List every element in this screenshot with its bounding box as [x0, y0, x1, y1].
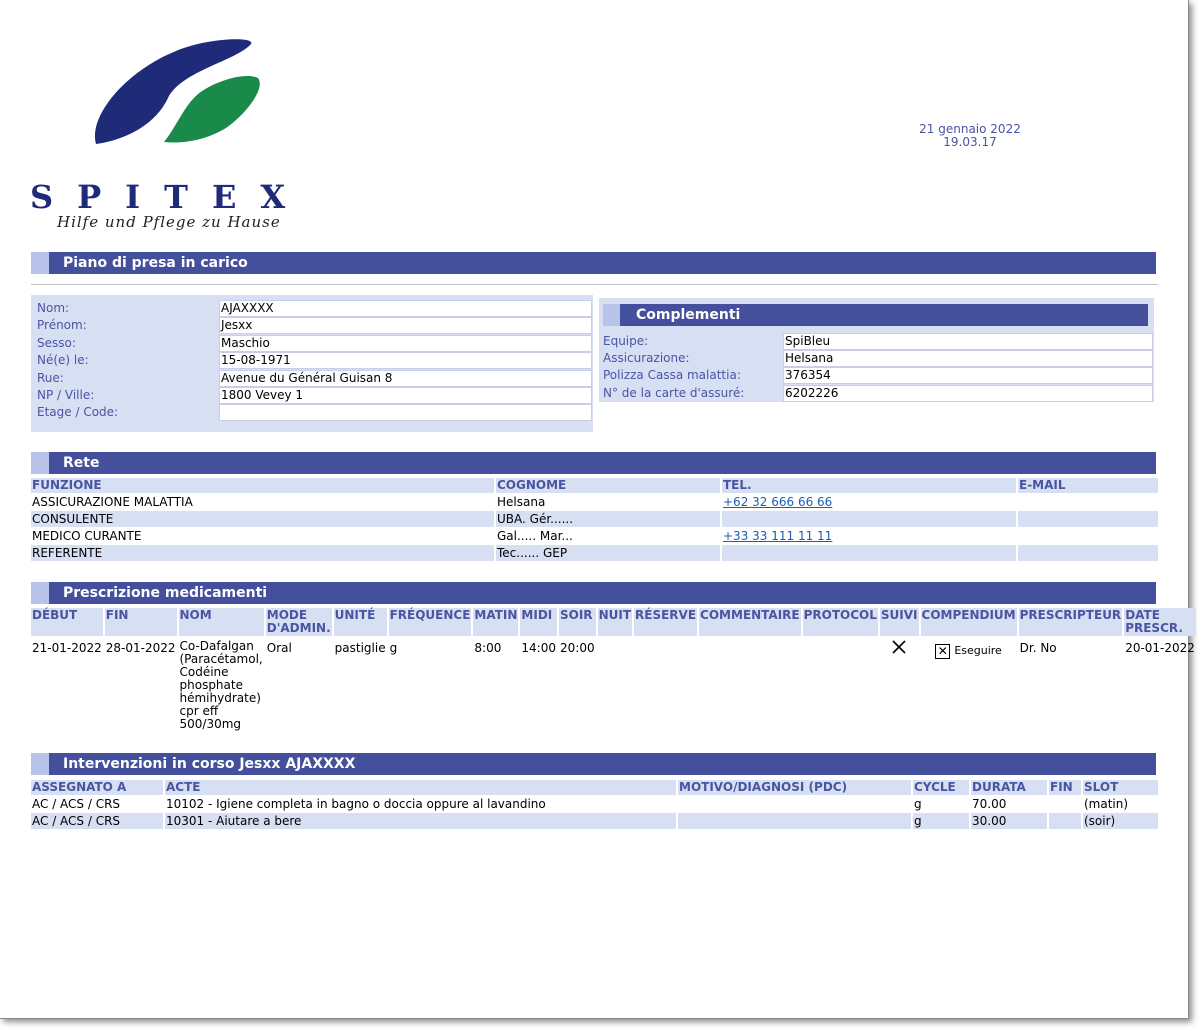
column-header: ASSEGNATO A: [31, 780, 163, 795]
assegnato-cell: AC / ACS / CRS: [32, 797, 121, 811]
column-header: FIN: [1049, 780, 1081, 795]
frequence-cell: g: [389, 641, 398, 655]
column-header: SUIVI: [880, 608, 919, 636]
nom-line: hémihydrate): [179, 691, 261, 705]
table-row: [31, 796, 1158, 812]
compendium-cell: [921, 637, 1017, 731]
column-header: NUIT: [598, 608, 632, 636]
assegnato-cell: AC / ACS / CRS: [31, 813, 163, 829]
cycle-cell: g: [914, 797, 922, 811]
table-row: [31, 494, 1158, 510]
identity-row: [31, 387, 593, 404]
complement-value: 376354: [783, 367, 1153, 384]
bar-accent: [603, 304, 620, 326]
protocol-cell: [803, 637, 878, 731]
complement-label: Assicurazione:: [603, 351, 690, 365]
identity-label: Rue:: [37, 371, 64, 385]
identity-label: Etage / Code:: [37, 405, 119, 419]
column-header: FIN: [105, 608, 177, 636]
tel-cell: [722, 528, 1016, 544]
identity-label: Né(e) le:: [37, 353, 89, 367]
column-header: RÉSERVE: [634, 608, 697, 636]
column-header: PROTOCOL: [803, 608, 878, 636]
mode-cell: Oral: [266, 641, 292, 655]
commentaire-cell: [699, 637, 801, 731]
complement-value: SpiBleu: [783, 333, 1153, 350]
motivo-cell: [678, 796, 911, 812]
bar-accent: [31, 452, 49, 474]
column-header: SLOT: [1083, 780, 1158, 795]
table-row: [31, 545, 1158, 561]
column-header: FRÉQUENCE: [389, 608, 472, 636]
spitex-logo: [86, 36, 266, 156]
identity-label: Nom:: [37, 301, 70, 315]
rete-title: Rete: [63, 455, 100, 471]
reserve-cell: [634, 637, 697, 731]
cycle-cell: g: [913, 813, 969, 829]
identity-row: [31, 404, 593, 421]
identity-value: AJAXXXX: [219, 300, 592, 317]
identity-value: 1800 Vevey 1: [219, 387, 592, 404]
column-header: FUNZIONE: [31, 478, 494, 493]
column-header: COMPENDIUM: [921, 608, 1017, 636]
acte-cell: 10301 - Aiutare a bere: [165, 813, 676, 829]
interventi-title-bar: [31, 753, 1156, 775]
complement-row: [599, 333, 1154, 350]
identity-value: 15-08-1971: [219, 352, 592, 369]
logo-wordmark: SPITEX: [30, 178, 310, 216]
x-mark-icon: [892, 640, 906, 654]
cognome-cell: UBA. Gér......: [496, 511, 720, 527]
column-header: NOM: [179, 608, 264, 636]
midi-cell: 14:00: [521, 641, 556, 655]
nom-line: 500/30mg: [179, 717, 242, 731]
date-prescr-cell: 20-01-2022: [1125, 641, 1195, 655]
table-row: [31, 637, 1196, 731]
close-box-icon: ✕: [935, 644, 950, 659]
column-header: ACTE: [165, 780, 676, 795]
nom-line: Codéine: [179, 665, 229, 679]
column-header: COGNOME: [496, 478, 720, 493]
tel-cell: [722, 494, 1016, 510]
column-header: SOIR: [559, 608, 596, 636]
column-header: MATIN: [473, 608, 518, 636]
complement-value: Helsana: [783, 350, 1153, 367]
bar-accent: [31, 252, 49, 274]
date-day: 21 gennaio 2022: [919, 122, 1021, 136]
divider: [31, 284, 1158, 285]
funzione-cell: CONSULENTE: [31, 511, 494, 527]
complement-row: [599, 385, 1154, 402]
interventi-table: [29, 779, 1160, 830]
table-header-row: [31, 780, 1158, 795]
column-header: DATE PRESCR.: [1124, 608, 1196, 636]
identity-row: [31, 300, 593, 317]
suivi-cell: [880, 637, 919, 731]
column-header: MIDI: [520, 608, 557, 636]
tel-cell: [722, 545, 1016, 561]
table-row: [31, 813, 1158, 829]
identity-label: Sesso:: [37, 336, 76, 350]
prescrizione-table: [29, 607, 1198, 732]
complements-title: Complementi: [636, 307, 741, 323]
prescrizione-title-bar: [31, 582, 1156, 604]
bar-accent: [31, 582, 49, 604]
slot-cell: (soir): [1083, 813, 1158, 829]
phone-link[interactable]: +33 33 111 11 11: [723, 529, 833, 543]
column-header: TEL.: [722, 478, 1016, 493]
prescripteur-cell: Dr. No: [1019, 641, 1057, 655]
column-header: DURATA: [971, 780, 1047, 795]
cognome-cell: Gal..... Mar...: [497, 529, 573, 543]
logo-tagline: Hilfe und Pflege zu Hause: [57, 213, 281, 231]
nom-cell: [179, 637, 264, 731]
nom-line: Co-Dafalgan: [179, 639, 254, 653]
complements-title-bar: [603, 304, 1148, 326]
fin-cell: [1049, 796, 1081, 812]
email-cell: [1018, 545, 1158, 561]
durata-cell: 30.00: [971, 813, 1047, 829]
slot-cell: (matin): [1084, 797, 1129, 811]
table-row: [31, 511, 1158, 527]
funzione-cell: REFERENTE: [31, 545, 494, 561]
nuit-cell: [598, 637, 632, 731]
email-cell: [1018, 511, 1158, 527]
funzione-cell: ASSICURAZIONE MALATTIA: [32, 495, 193, 509]
rete-title-bar: [31, 452, 1156, 474]
print-date: [900, 123, 1040, 149]
nom-line: (Paracétamol,: [179, 652, 263, 666]
cognome-cell: Helsana: [497, 495, 546, 509]
complements-box: [599, 298, 1154, 402]
interventi-title: Intervenzioni in corso Jesxx AJAXXXX: [63, 756, 356, 772]
identity-label: Prénom:: [37, 318, 87, 332]
column-header: CYCLE: [913, 780, 969, 795]
identity-row: [31, 352, 593, 369]
column-header: DÉBUT: [31, 608, 103, 636]
column-header: PRESCRIPTEUR: [1019, 608, 1123, 636]
cognome-cell: Tec...... GEP: [496, 545, 720, 561]
plan-title-bar: [31, 252, 1156, 274]
identity-value: [219, 404, 592, 421]
column-header: UNITÉ: [334, 608, 387, 636]
table-row: [31, 528, 1158, 544]
date-code: 19.03.17: [943, 135, 997, 149]
complement-label: N° de la carte d'assuré:: [603, 386, 745, 400]
motivo-cell: [678, 813, 911, 829]
identity-value: Jesxx: [219, 317, 592, 334]
nom-line: cpr eff: [179, 704, 219, 718]
acte-cell: 10102 - Igiene completa in bagno o doccia oppure al lavandino: [166, 797, 546, 811]
identity-row: [31, 317, 593, 334]
plan-title: Piano di presa in carico: [63, 255, 248, 271]
column-header: E-MAIL: [1018, 478, 1158, 493]
compendium-link[interactable]: Eseguire: [954, 644, 1002, 657]
complement-label: Polizza Cassa malattia:: [603, 368, 741, 382]
fin-cell: 28-01-2022: [105, 641, 176, 655]
column-header: MOTIVO/DIAGNOSI (PDC): [678, 780, 911, 795]
phone-link[interactable]: +62 32 666 66 66: [723, 495, 833, 509]
table-header-row: [31, 478, 1158, 493]
complement-value: 6202226: [783, 385, 1153, 402]
fin-cell: [1049, 813, 1081, 829]
complement-row: [599, 367, 1154, 384]
identity-value: Maschio: [219, 335, 592, 352]
durata-cell: 70.00: [972, 797, 1007, 811]
table-header-row: [31, 608, 1196, 636]
rete-table: [29, 477, 1160, 562]
tel-cell: [722, 511, 1016, 527]
email-cell: [1018, 528, 1158, 544]
column-header: COMMENTAIRE: [699, 608, 801, 636]
soir-cell: 20:00: [560, 641, 595, 655]
unite-cell: pastiglie: [334, 641, 386, 655]
nom-line: phosphate: [179, 678, 243, 692]
identity-row: [31, 335, 593, 352]
funzione-cell: MEDICO CURANTE: [32, 529, 142, 543]
matin-cell: 8:00: [474, 641, 502, 655]
identity-row: [31, 370, 593, 387]
prescrizione-title: Prescrizione medicamenti: [63, 585, 268, 601]
identity-value: Avenue du Général Guisan 8: [219, 370, 592, 387]
debut-cell: 21-01-2022: [32, 641, 102, 655]
patient-identity-box: [31, 295, 593, 432]
complement-row: [599, 350, 1154, 367]
column-header: MODE D'ADMIN.: [266, 608, 331, 635]
complement-label: Equipe:: [603, 334, 649, 348]
identity-label: NP / Ville:: [37, 388, 95, 402]
email-cell: [1018, 494, 1158, 510]
bar-accent: [31, 753, 49, 775]
